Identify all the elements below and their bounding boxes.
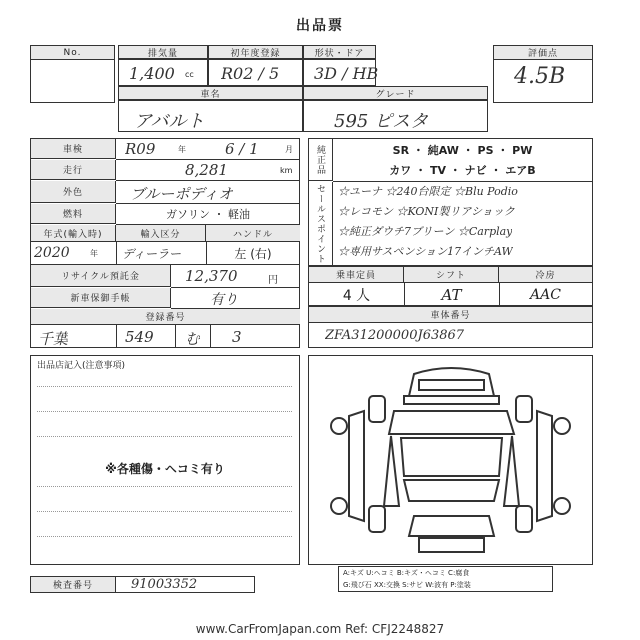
first-reg-cell: [208, 59, 303, 86]
recycle-unit: 円: [268, 275, 278, 286]
std-equipment-label: 純正品: [309, 139, 333, 181]
inspection-year-unit: 年: [178, 145, 186, 154]
manual-label: 新車保御手帳: [31, 288, 171, 308]
import-value: ディーラー: [122, 247, 182, 261]
sales-point-line-4: ☆専用サスペンション17インチAW: [338, 245, 513, 258]
score-value: 4.5B: [514, 64, 566, 89]
displacement-unit: cc: [185, 70, 194, 79]
displacement-label: 排気量: [119, 46, 207, 58]
ac-value: AAC: [530, 286, 561, 303]
plate-pref: 千葉: [38, 330, 69, 348]
car-diagram-icon: [309, 356, 592, 564]
inspection-label: 車検: [31, 139, 116, 159]
displacement-cell: [118, 59, 208, 86]
mileage-unit: km: [280, 166, 293, 175]
car-name-cell: [118, 100, 303, 132]
handle-label: ハンドル: [206, 225, 300, 242]
grade-label: グレード: [304, 87, 487, 99]
shift-value: AT: [441, 285, 462, 304]
plate-num: 549: [125, 328, 154, 346]
car-name-header: [118, 86, 303, 100]
displacement-header: [118, 45, 208, 59]
footer-watermark: www.CarFromJapan.com Ref: CFJ2248827: [195, 622, 445, 636]
mileage-label: 走行: [31, 160, 116, 180]
year-label: 年式(輸入時): [31, 225, 116, 242]
ac-label: 冷房: [499, 267, 592, 283]
sales-point-line-1: ☆ユーナ ☆240台限定 ☆Blu Podio: [338, 185, 518, 198]
color-label: 外色: [31, 181, 116, 203]
chassis-label: 車体番号: [309, 307, 592, 323]
score-label: 評価点: [494, 46, 592, 60]
notes-block: [30, 355, 300, 565]
legend-line-2: G:飛び石 XX:交換 S:サビ W:波有 P:塗装: [343, 581, 471, 589]
damage-note: ※各種傷・ヘコミ有り: [105, 462, 225, 476]
plate-serial: 3: [232, 328, 242, 346]
passengers-value: 4 人: [342, 287, 371, 304]
sales-point-line-2: ☆レコモン ☆KONI製リアショック: [338, 205, 515, 218]
plate-label: 登録番号: [31, 309, 300, 325]
grade-header: [303, 86, 488, 100]
no-label: No.: [31, 46, 114, 60]
plate-kana: む: [185, 330, 201, 348]
shape-label: 形状・ドア: [304, 46, 375, 58]
mileage-value: 8,281: [185, 161, 228, 179]
shape-cell: [303, 59, 379, 86]
inspector-label: 検査番号: [31, 577, 116, 592]
fuel-options: ガソリン ・ 軽油: [166, 208, 250, 221]
first-reg-label: 初年度登録: [209, 46, 302, 58]
sales-point-label: セールスポイント: [309, 182, 333, 265]
inspection-value: R09: [125, 140, 156, 158]
legend-line-1: A:キズ U:ヘコミ B:キズ・ヘコミ C:腐食: [343, 569, 470, 577]
inspector-value: 91003352: [131, 577, 198, 592]
score-cell: [493, 45, 593, 103]
manual-value: 有り: [210, 292, 238, 308]
std-equipment-row2: カワ ・ TV ・ ナビ ・ エアB: [389, 164, 536, 177]
shape-value: 3D / HB: [314, 64, 379, 83]
color-value: ブルーポディオ: [130, 185, 234, 203]
import-label: 輸入区分: [116, 225, 206, 242]
shift-label: シフト: [404, 267, 499, 283]
passengers-label: 乗車定員: [309, 267, 404, 283]
grade-value: 595 ピスタ: [334, 111, 429, 132]
page-title: 出品票: [296, 18, 344, 34]
chassis-value: ZFA31200000J63867: [325, 328, 465, 343]
no-cell: [30, 45, 115, 103]
first-reg-value: R02 / 5: [221, 64, 280, 83]
handle-value: 左 (右): [234, 246, 272, 261]
sales-point-line-3: ☆純正ダウチ7ブリーン ☆Carplay: [338, 225, 513, 238]
fuel-label: 燃料: [31, 204, 116, 224]
notes-label: 出品店記入(注意事項): [37, 361, 126, 371]
inspection-month-unit: 月: [285, 145, 293, 154]
car-diagram-block: [308, 355, 593, 565]
damage-legend: [338, 566, 553, 592]
inspector-block: [30, 576, 255, 593]
recycle-label: リサイクル預託金: [31, 265, 171, 287]
first-reg-header: [208, 45, 303, 59]
car-name-label: 車名: [119, 87, 302, 99]
grade-cell: [303, 100, 488, 132]
std-equipment-row1: SR ・ 純AW ・ PS ・ PW: [392, 144, 533, 157]
recycle-value: 12,370: [185, 267, 238, 285]
displacement-value: 1,400: [129, 64, 175, 83]
shape-header: [303, 45, 376, 59]
car-name-value: アバルト: [134, 111, 205, 132]
inspection-month: 6 / 1: [225, 140, 259, 158]
year-unit: 年: [90, 249, 98, 258]
year-value: 2020: [34, 245, 70, 261]
